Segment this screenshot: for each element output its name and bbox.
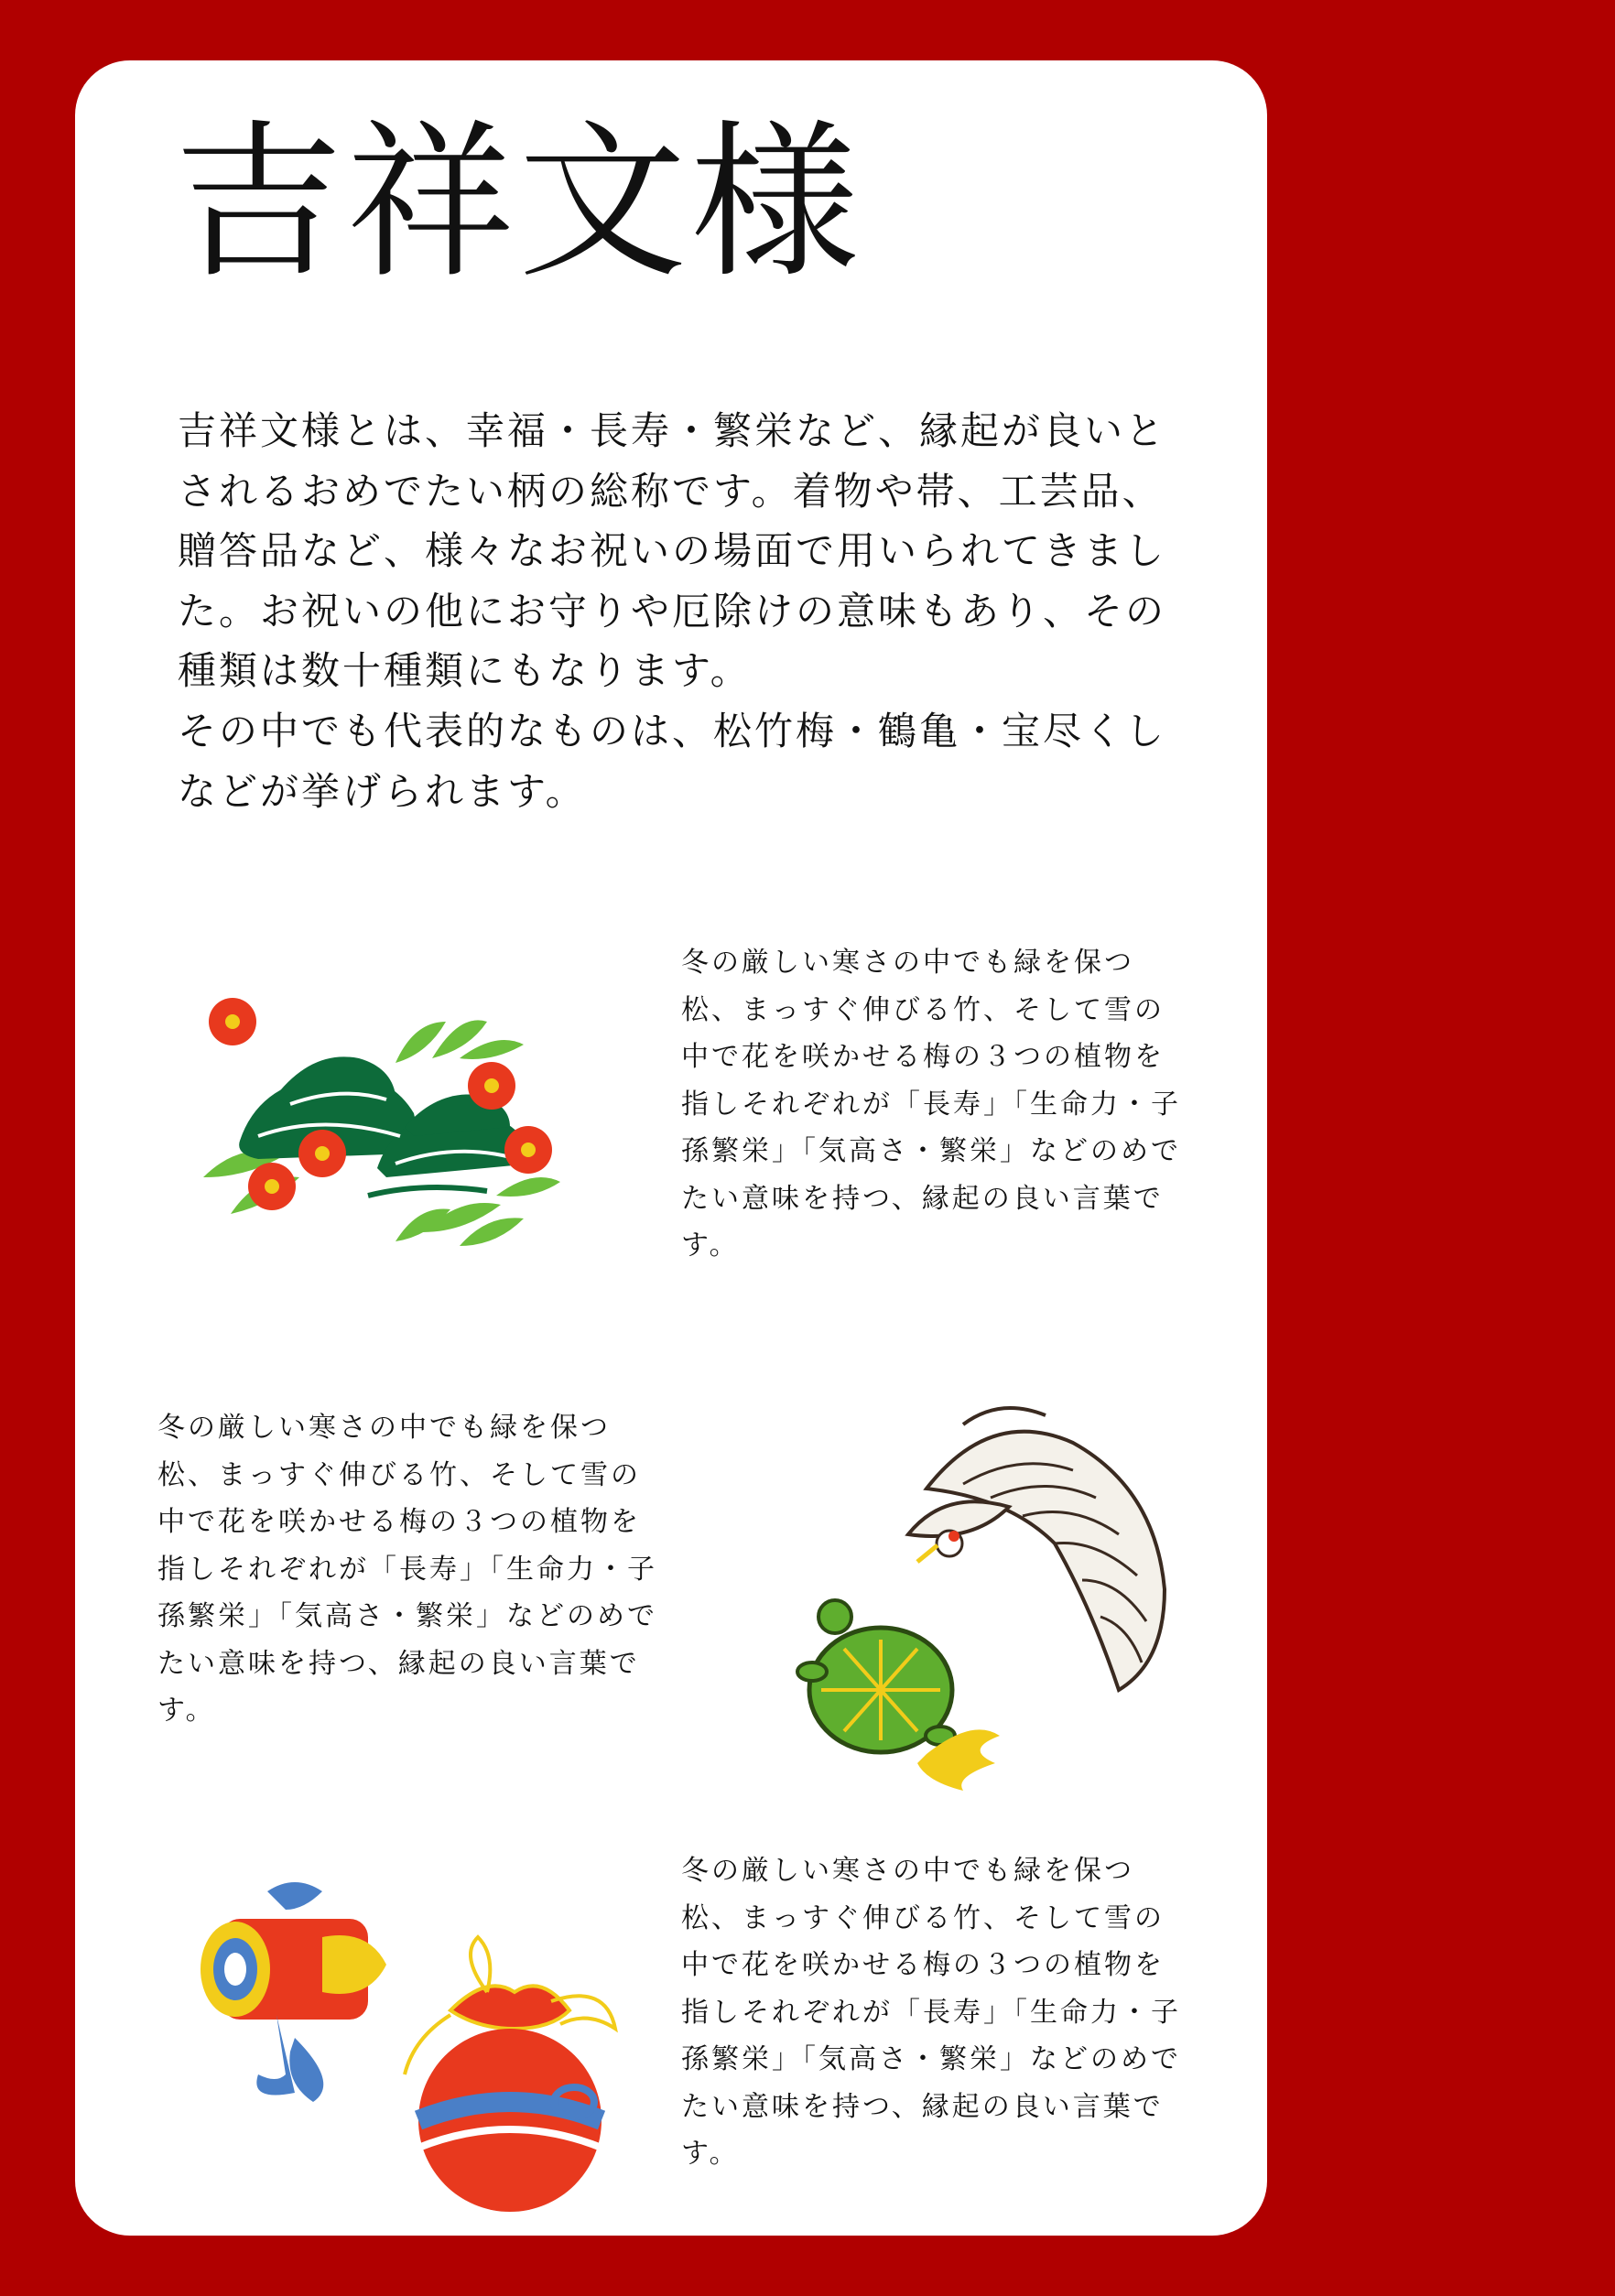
treasure-mallet-pouch-icon [185, 1855, 661, 2239]
shochikubai-pine-bamboo-plum-icon [185, 958, 643, 1287]
intro-paragraph-1: 吉祥文様とは、幸福・長寿・繁栄など、縁起が良いとされるおめでたい柄の総称です。着物や帯、工芸品、贈答品など、様々なお祝いの場面で用いられてきました。お祝いの他にお守りや厄除けの意味もあり、その種類は数十種類にもなります。 [178, 408, 1167, 694]
intro-text [178, 401, 1194, 821]
content-card [75, 60, 1267, 2236]
section-1-description: 冬の厳しい寒さの中でも緑を保つ松、まっすぐ伸びる竹、そして雪の中で花を咲かせる梅の３つの植物を指しそれぞれが「長寿」「生命力・子孫繁栄」「気高さ・繁栄」などのめでたい意味を持つ、縁起の良い言葉です。 [681, 947, 1181, 1262]
section-2-description: 冬の厳しい寒さの中でも緑を保つ松、まっすぐ伸びる竹、そして雪の中で花を咲かせる梅の３つの植物を指しそれぞれが「長寿」「生命力・子孫繁栄」「気高さ・繁栄」などのめでたい意味を持つ、縁起の良い言葉です。 [157, 1412, 657, 1727]
crane-turtle-icon [780, 1388, 1201, 1809]
page-title: 吉祥文様 [174, 105, 863, 301]
section-3-description: 冬の厳しい寒さの中でも緑を保つ松、まっすぐ伸びる竹、そして雪の中で花を咲かせる梅の３つの植物を指しそれぞれが「長寿」「生命力・子孫繁栄」「気高さ・繁栄」などのめでたい意味を持つ、縁起の良い言葉です。 [681, 1855, 1181, 2170]
intro-paragraph-2: その中でも代表的なものは、松竹梅・鶴亀・宝尽くしなどが挙げられます。 [178, 708, 1167, 814]
